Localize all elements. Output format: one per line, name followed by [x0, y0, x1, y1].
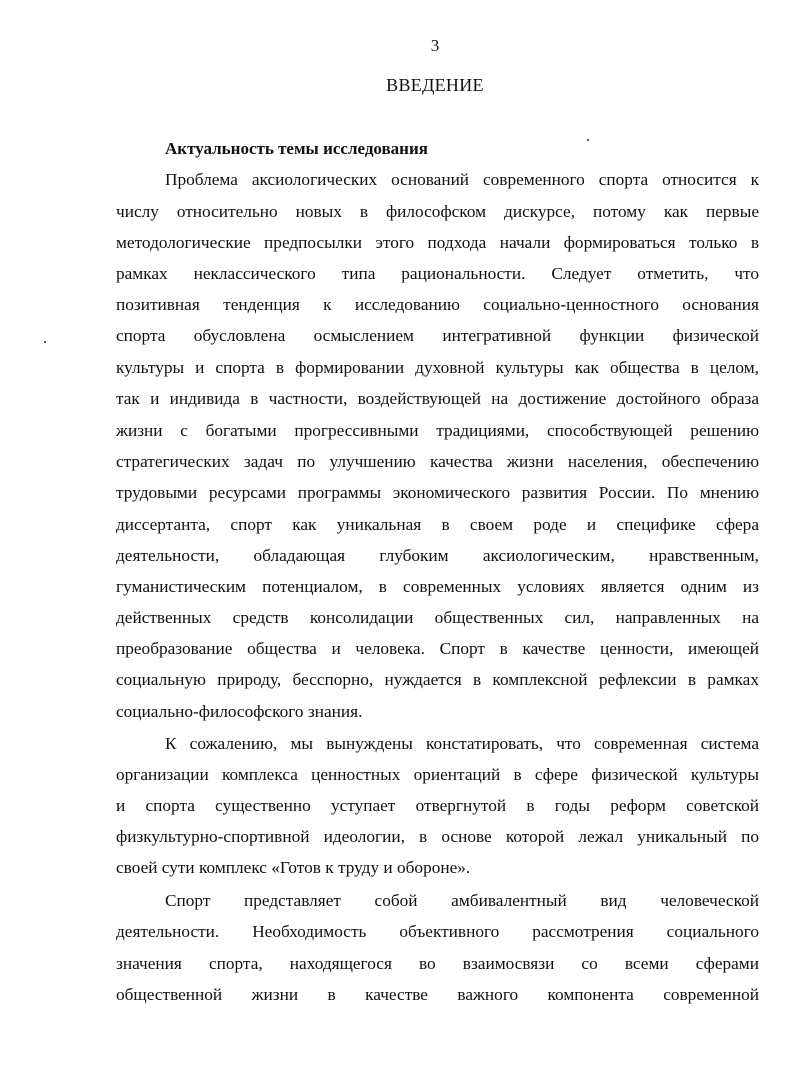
- text-line: спорта обусловлена осмыслением интегративной функции физической: [116, 326, 759, 345]
- text-line: методологические предпосылки этого подхода начали формироваться только в: [116, 233, 759, 252]
- text-line: жизни с богатыми прогрессивными традициями, способствующей решению: [116, 421, 759, 440]
- text-line: социальную природу, бесспорно, нуждается в комплексной рефлексии в рамках: [116, 670, 759, 689]
- page-number: 3: [430, 36, 440, 55]
- text-line: позитивная тенденция к исследованию социально-ценностного основания: [116, 295, 759, 314]
- text-line: гуманистическим потенциалом, в современных условиях является одним из: [116, 577, 759, 596]
- scan-speck: [587, 139, 589, 141]
- page-title: ВВЕДЕНИЕ: [386, 75, 484, 95]
- text-line: и спорта существенно уступает отвергнутой в годы реформ советской: [116, 796, 759, 815]
- text-line: значения спорта, находящегося во взаимосвязи со всеми сферами: [116, 954, 759, 973]
- text-line: физкультурно-спортивной идеологии, в основе которой лежал уникальный по: [116, 827, 759, 846]
- text-line: организации комплекса ценностных ориентаций в сфере физической культуры: [116, 765, 759, 784]
- text-line: стратегических задач по улучшению качества жизни населения, обеспечению: [116, 452, 759, 471]
- section-heading: Актуальность темы исследования: [165, 139, 428, 158]
- text-line: рамках неклассического типа рациональности. Следует отметить, что: [116, 264, 759, 283]
- scan-speck: [44, 341, 46, 343]
- text-line: культуры и спорта в формировании духовной культуры как общества в целом,: [116, 358, 759, 377]
- text-line: диссертанта, спорт как уникальная в своем роде и специфике сфера: [116, 515, 759, 534]
- text-line: общественной жизни в качестве важного компонента современной: [116, 985, 759, 1004]
- text-line: числу относительно новых в философском дискурсе, потому как первые: [116, 202, 759, 221]
- text-line: действенных средств консолидации общественных сил, направленных на: [116, 608, 759, 627]
- text-line: так и индивида в частности, воздействующей на достижение достойного образа: [116, 389, 759, 408]
- text-line: Проблема аксиологических оснований современного спорта относится к: [165, 170, 759, 189]
- text-line: социально-философского знания.: [116, 702, 363, 721]
- text-line: деятельности, обладающая глубоким аксиологическим, нравственным,: [116, 546, 759, 565]
- text-line: К сожалению, мы вынуждены констатировать, что современная система: [165, 734, 759, 753]
- text-line: своей сути комплекс «Готов к труду и обороне».: [116, 858, 471, 877]
- text-line: преобразование общества и человека. Спорт в качестве ценности, имеющей: [116, 639, 759, 658]
- text-line: Спорт представляет собой амбивалентный вид человеческой: [165, 891, 759, 910]
- text-line: трудовыми ресурсами программы экономического развития России. По мнению: [116, 483, 759, 502]
- text-line: деятельности. Необходимость объективного рассмотрения социального: [116, 922, 759, 941]
